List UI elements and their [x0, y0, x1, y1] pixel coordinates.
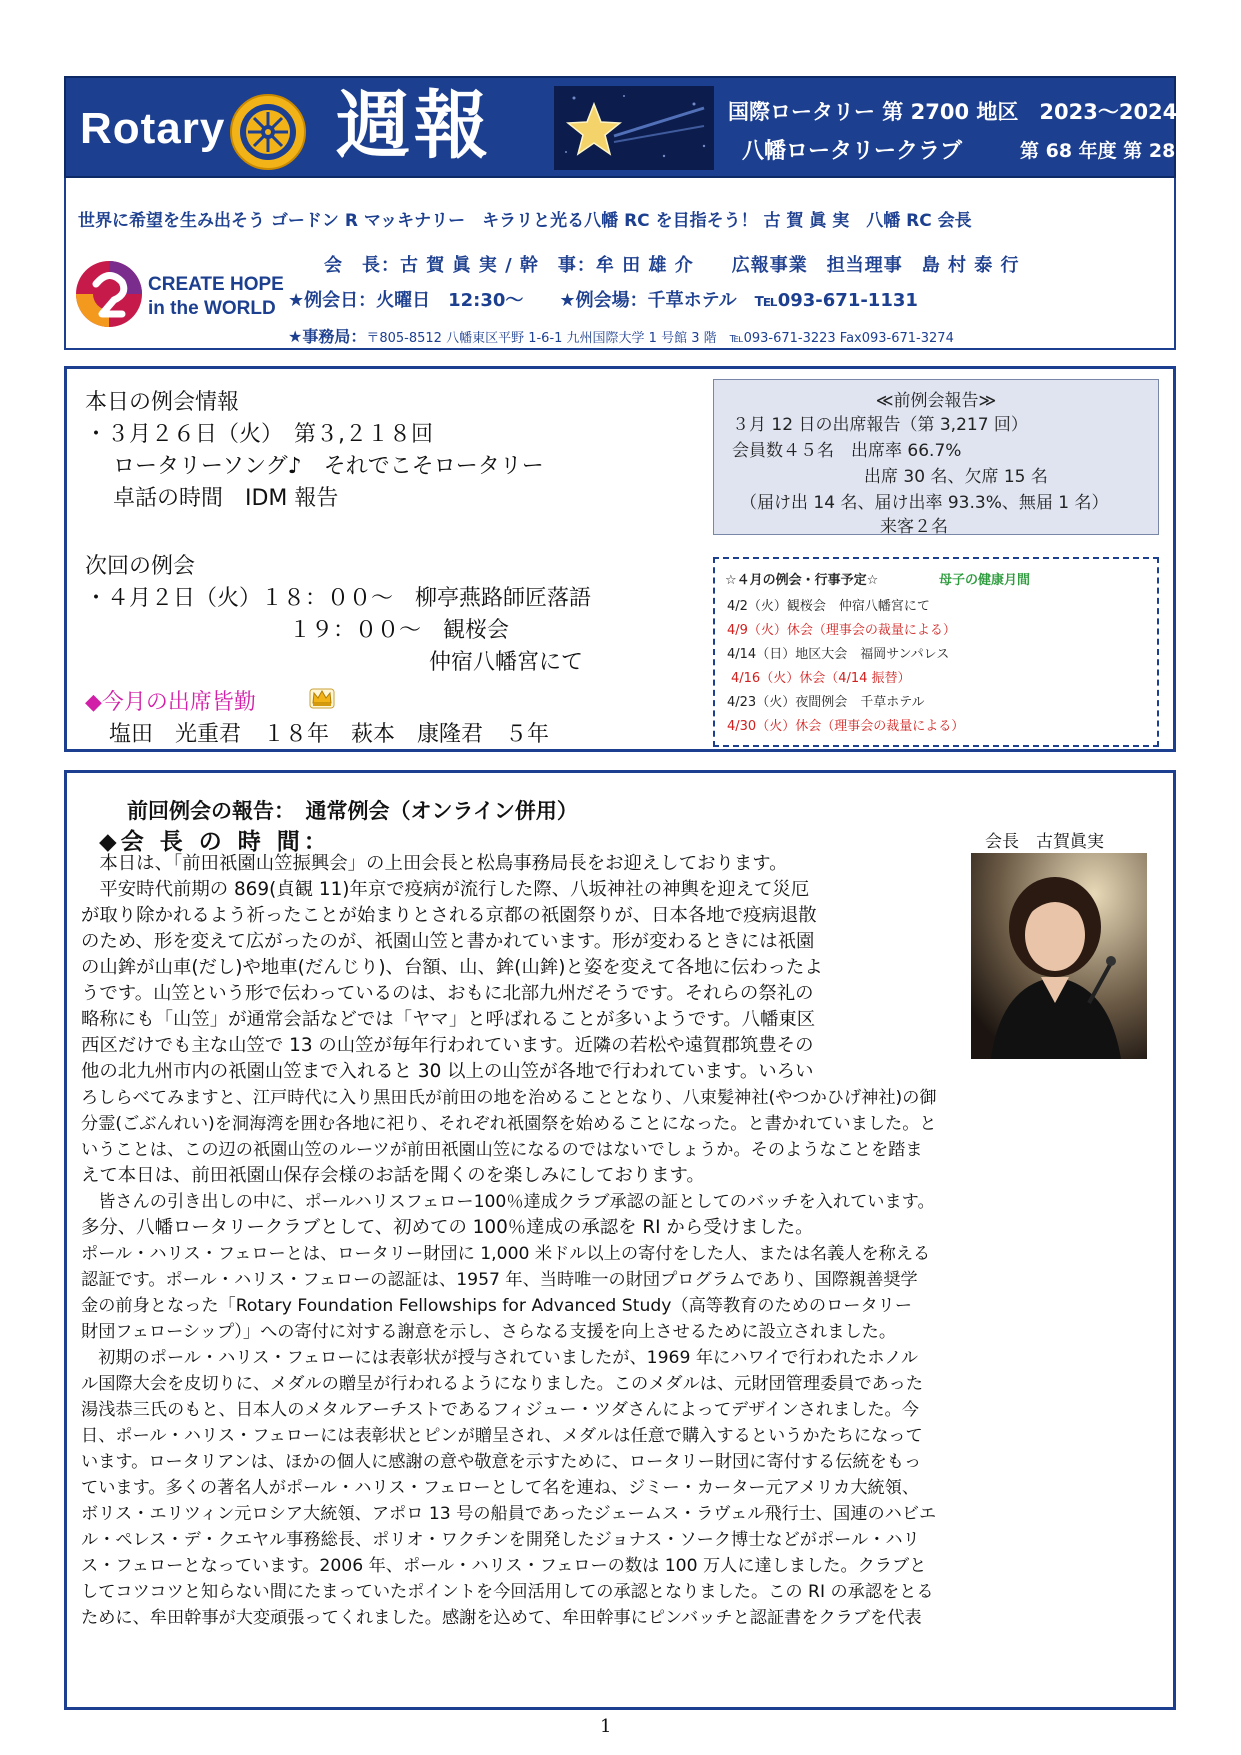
april-item: 4/23（火）夜間例会 千草ホテル — [727, 695, 925, 710]
previous-report-title: ≪前例会報告≫ — [875, 391, 997, 411]
previous-report-line-3: 出席 30 名、欠席 15 名 — [864, 467, 1048, 487]
april-schedule — [713, 557, 1159, 747]
report-line: 初期のポール・ハリス・フェローには表彰状が授与されていましたが、1969 年にハワイで行われたホノル — [81, 1348, 919, 1368]
april-item: 4/16（火）休会（4/14 振替） — [731, 671, 911, 686]
report-line: ボリス・エリツィン元ロシア大統領、アポロ 13 号の船員であったジェームス・ラヴェル飛行士、国連のハビエ — [81, 1504, 937, 1524]
attendance-title: ◆今月の出席皆勤 — [85, 690, 256, 715]
meeting-info-box — [64, 366, 1176, 752]
office-label: ★事務局： — [288, 327, 367, 346]
district-year: 国際ロータリー 第 2700 地区 2023〜2024 年度 — [728, 100, 1227, 124]
report-line: います。ロータリアンは、ほかの個人に感謝の意や敬意を示すために、ロータリー財団に寄付する伝統をもっ — [81, 1452, 922, 1472]
next-line-1: ・４月２日（火）１８：００〜 柳亭燕路師匠落語 — [85, 586, 592, 611]
report-line: 西区だけでも主な山笠で 13 の山笠が毎年行われています。近隣の若松や遠賀郡筑豊その — [81, 1035, 814, 1056]
report-line: が取り除かれるよう祈ったことが始まりとされる京都の祇園祭りが、日本各地で疫病退散 — [81, 905, 817, 926]
meeting-info: ★例会日：火曜日 12:30〜 ★例会場：千草ホテル ℡093-671-1131 — [288, 290, 918, 311]
april-item: 4/2（火）観桜会 仲宿八幡宮にて — [727, 599, 930, 614]
next-line-3: 仲宿八幡宮にて — [429, 650, 584, 675]
april-schedule-title: ☆４月の例会・行事予定☆ — [725, 573, 879, 588]
report-title: 前回例会の報告： 通常例会（オンライン併用） — [127, 799, 578, 823]
report-line: してコツコツと知らない間にたまっていたポイントを今回活用しての承認となりました。この RI の承認をとる — [81, 1582, 934, 1602]
attendance-names: 塩田 光重君 １８年 萩本 康隆君 ５年 — [109, 722, 550, 747]
crown-icon — [309, 685, 335, 709]
report-line: の山鉾が山車(だし)や地車(だんじり)、台額、山、鉾(山鉾)と姿を変えて各地に伝わったよ — [81, 957, 823, 978]
create-hope-logo — [74, 254, 284, 340]
report-line: 多分、八幡ロータリークラブとして、初めての 100％達成の承認を RI から受けました。 — [81, 1217, 814, 1238]
create-hope-line2: in the WORLD — [148, 298, 276, 319]
previous-report-line-5: 来客２名 — [880, 517, 948, 537]
office-address: 〒805-8512 八幡東区平野 1-6-1 九州国際大学 1 号館 3 階 ℡093-671-3223 Fax093-671-3274 — [366, 331, 954, 346]
previous-report-line-2: 会員数４５名 出席率 66.7% — [732, 441, 962, 461]
report-line: えて本日は、前田祇園山保存会様のお話を聞くのを楽しみにしております。 — [81, 1165, 705, 1186]
report-line: ています。多くの著名人がポール・ハリス・フェローとして名を連ね、ジミー・カーター元アメリカ大統領、 — [81, 1478, 920, 1498]
report-line: ル・ペレス・デ・クエヤル事務総長、ポリオ・ワクチンを開発したジョナス・ソーク博士などがポール・ハリ — [81, 1530, 920, 1550]
header-info — [64, 178, 1176, 350]
report-box — [64, 770, 1176, 1710]
theme-line: 世界に希望を生み出そう ゴードン R マッキナリー キラリと光る八幡 RC を目指そう！ 古 賀 眞 実 八幡 RC 会長 — [78, 211, 972, 231]
report-line: 金の前身となった「Rotary Foundation Fellowships for Advanced Study（高等教育のためのロータリー — [81, 1296, 913, 1316]
report-line: 略称にも「山笠」が通常会話などでは「ヤマ」と呼ばれることが多いようです。八幡東区 — [81, 1009, 816, 1030]
report-line: のため、形を変えて広がったのが、祇園山笠と書かれています。形が変わるときには祇園 — [81, 931, 815, 952]
report-line: 認証です。ポール・ハリス・フェローの認証は、1957 年、当時唯一の財団プログラムであり、国際親善奨学 — [81, 1270, 918, 1290]
rotary-wordmark: Rotary — [80, 104, 226, 153]
april-item: 4/30（火）休会（理事会の裁量による） — [727, 719, 965, 734]
report-line: 本日は、「前田祇園山笠振興会」の上田会長と松鳥事務局長をお迎えしております。 — [81, 853, 788, 874]
header-banner — [64, 76, 1227, 178]
previous-report-line-4: （届け出 14 名、届け出率 93.3%、無届 1 名） — [740, 493, 1109, 513]
april-month-theme: 母子の健康月間 — [939, 573, 1031, 588]
office-info — [288, 324, 954, 347]
report-line: ために、牟田幹事が大変頑張ってくれました。感謝を込めて、牟田幹事にピンバッチと認証書をクラブを代表 — [81, 1608, 922, 1628]
report-line: ス・フェローとなっています。2006 年、ポール・ハリス・フェローの数は 100 万人に達しました。クラブと — [81, 1556, 927, 1576]
report-line: 他の北九州市内の祇園山笠まで入れると 30 以上の山笠が各地で行われています。いろい — [81, 1061, 814, 1082]
report-line: 財団フェローシップ）」への寄付に対する謝意を示し、さらなる支援を向上させるために設立されました。 — [81, 1322, 897, 1342]
previous-meeting-report — [713, 379, 1159, 535]
report-line: 日、ポール・ハリス・フェローには表彰状とピンが贈呈され、メダルは任意で購入するというかたちになって — [81, 1426, 923, 1446]
report-line: 湯浅恭三氏のもと、日本人のメタルアーチストであるフィジュー・ツダさんによってデザインされました。今 — [81, 1400, 919, 1420]
today-line-1: ・３月２６日（火） 第３,２１８回 — [85, 422, 433, 447]
rotary-logo — [70, 84, 306, 170]
report-line: 分霊(ごぶんれい)を洞海湾を囲む各地に祀り、それぞれ祇園祭を始めることになった。と書かれていました。と — [81, 1114, 937, 1134]
report-line: 平安時代前期の 869(貞観 11)年京で疫病が流行した際、八坂神社の神輿を迎えて災厄 — [81, 879, 810, 900]
april-item: 4/14（日）地区大会 福岡サンパレス — [727, 647, 950, 662]
report-line: ポール・ハリス・フェローとは、ロータリー財団に 1,000 米ドル以上の寄付をした人、または名義人を称える — [81, 1244, 931, 1264]
previous-report-line-1: ３月 12 日の出席報告（第 3,217 回） — [732, 415, 1028, 435]
today-line-3: 卓話の時間 IDM 報告 — [113, 486, 339, 511]
report-line: ル国際大会を皮切りに、メダルの贈呈が行われるようになりました。このメダルは、元財団管理委員であった — [81, 1374, 924, 1394]
section-title: ◆会 長 の 時 間： — [99, 829, 331, 855]
report-line: いうことは、この辺の祇園山笠のルーツが前田祇園山笠になるのではないでしょうか。そのようなことを踏ま — [81, 1140, 923, 1160]
star-icon — [554, 86, 714, 170]
report-line: うです。山笠という形で伝わっているのは、おもに北部九州だそうです。それらの祭礼の — [81, 983, 814, 1004]
rotary-wheel-icon — [228, 92, 308, 172]
club-name: 八幡ロータリークラブ — [742, 139, 963, 164]
issue-number: 第 68 年度 第 28 号 — [1020, 140, 1201, 162]
photo-caption: 会長 古賀眞実 — [985, 832, 1104, 852]
page-number: 1 — [600, 1716, 612, 1737]
next-title: 次回の例会 — [85, 554, 196, 579]
officers-line: 会 長：古 賀 眞 実 / 幹 事：牟 田 雄 介 広報事業 担当理事 島 村 泰 行 — [324, 255, 1020, 276]
president-photo — [971, 853, 1147, 1059]
weekly-title: 週報 — [336, 83, 492, 169]
report-line: ろしらべてみますと、江戸時代に入り黒田氏が前田の地を治めることとなり、八束髪神社(やつかひげ神社)の御 — [81, 1088, 937, 1108]
today-line-2: ロータリーソング♪ それでこそロータリー — [113, 454, 544, 479]
create-hope-line1: CREATE HOPE — [148, 274, 284, 295]
create-hope-swirl-icon — [74, 254, 144, 334]
next-line-2: １９：００〜 観桜会 — [289, 618, 510, 643]
today-title: 本日の例会情報 — [85, 390, 240, 415]
april-item: 4/9（火）休会（理事会の裁量による） — [727, 623, 956, 638]
report-line: 皆さんの引き出しの中に、ポールハリスフェロー100％達成クラブ承認の証としてのバッチを入れています。 — [81, 1192, 935, 1212]
